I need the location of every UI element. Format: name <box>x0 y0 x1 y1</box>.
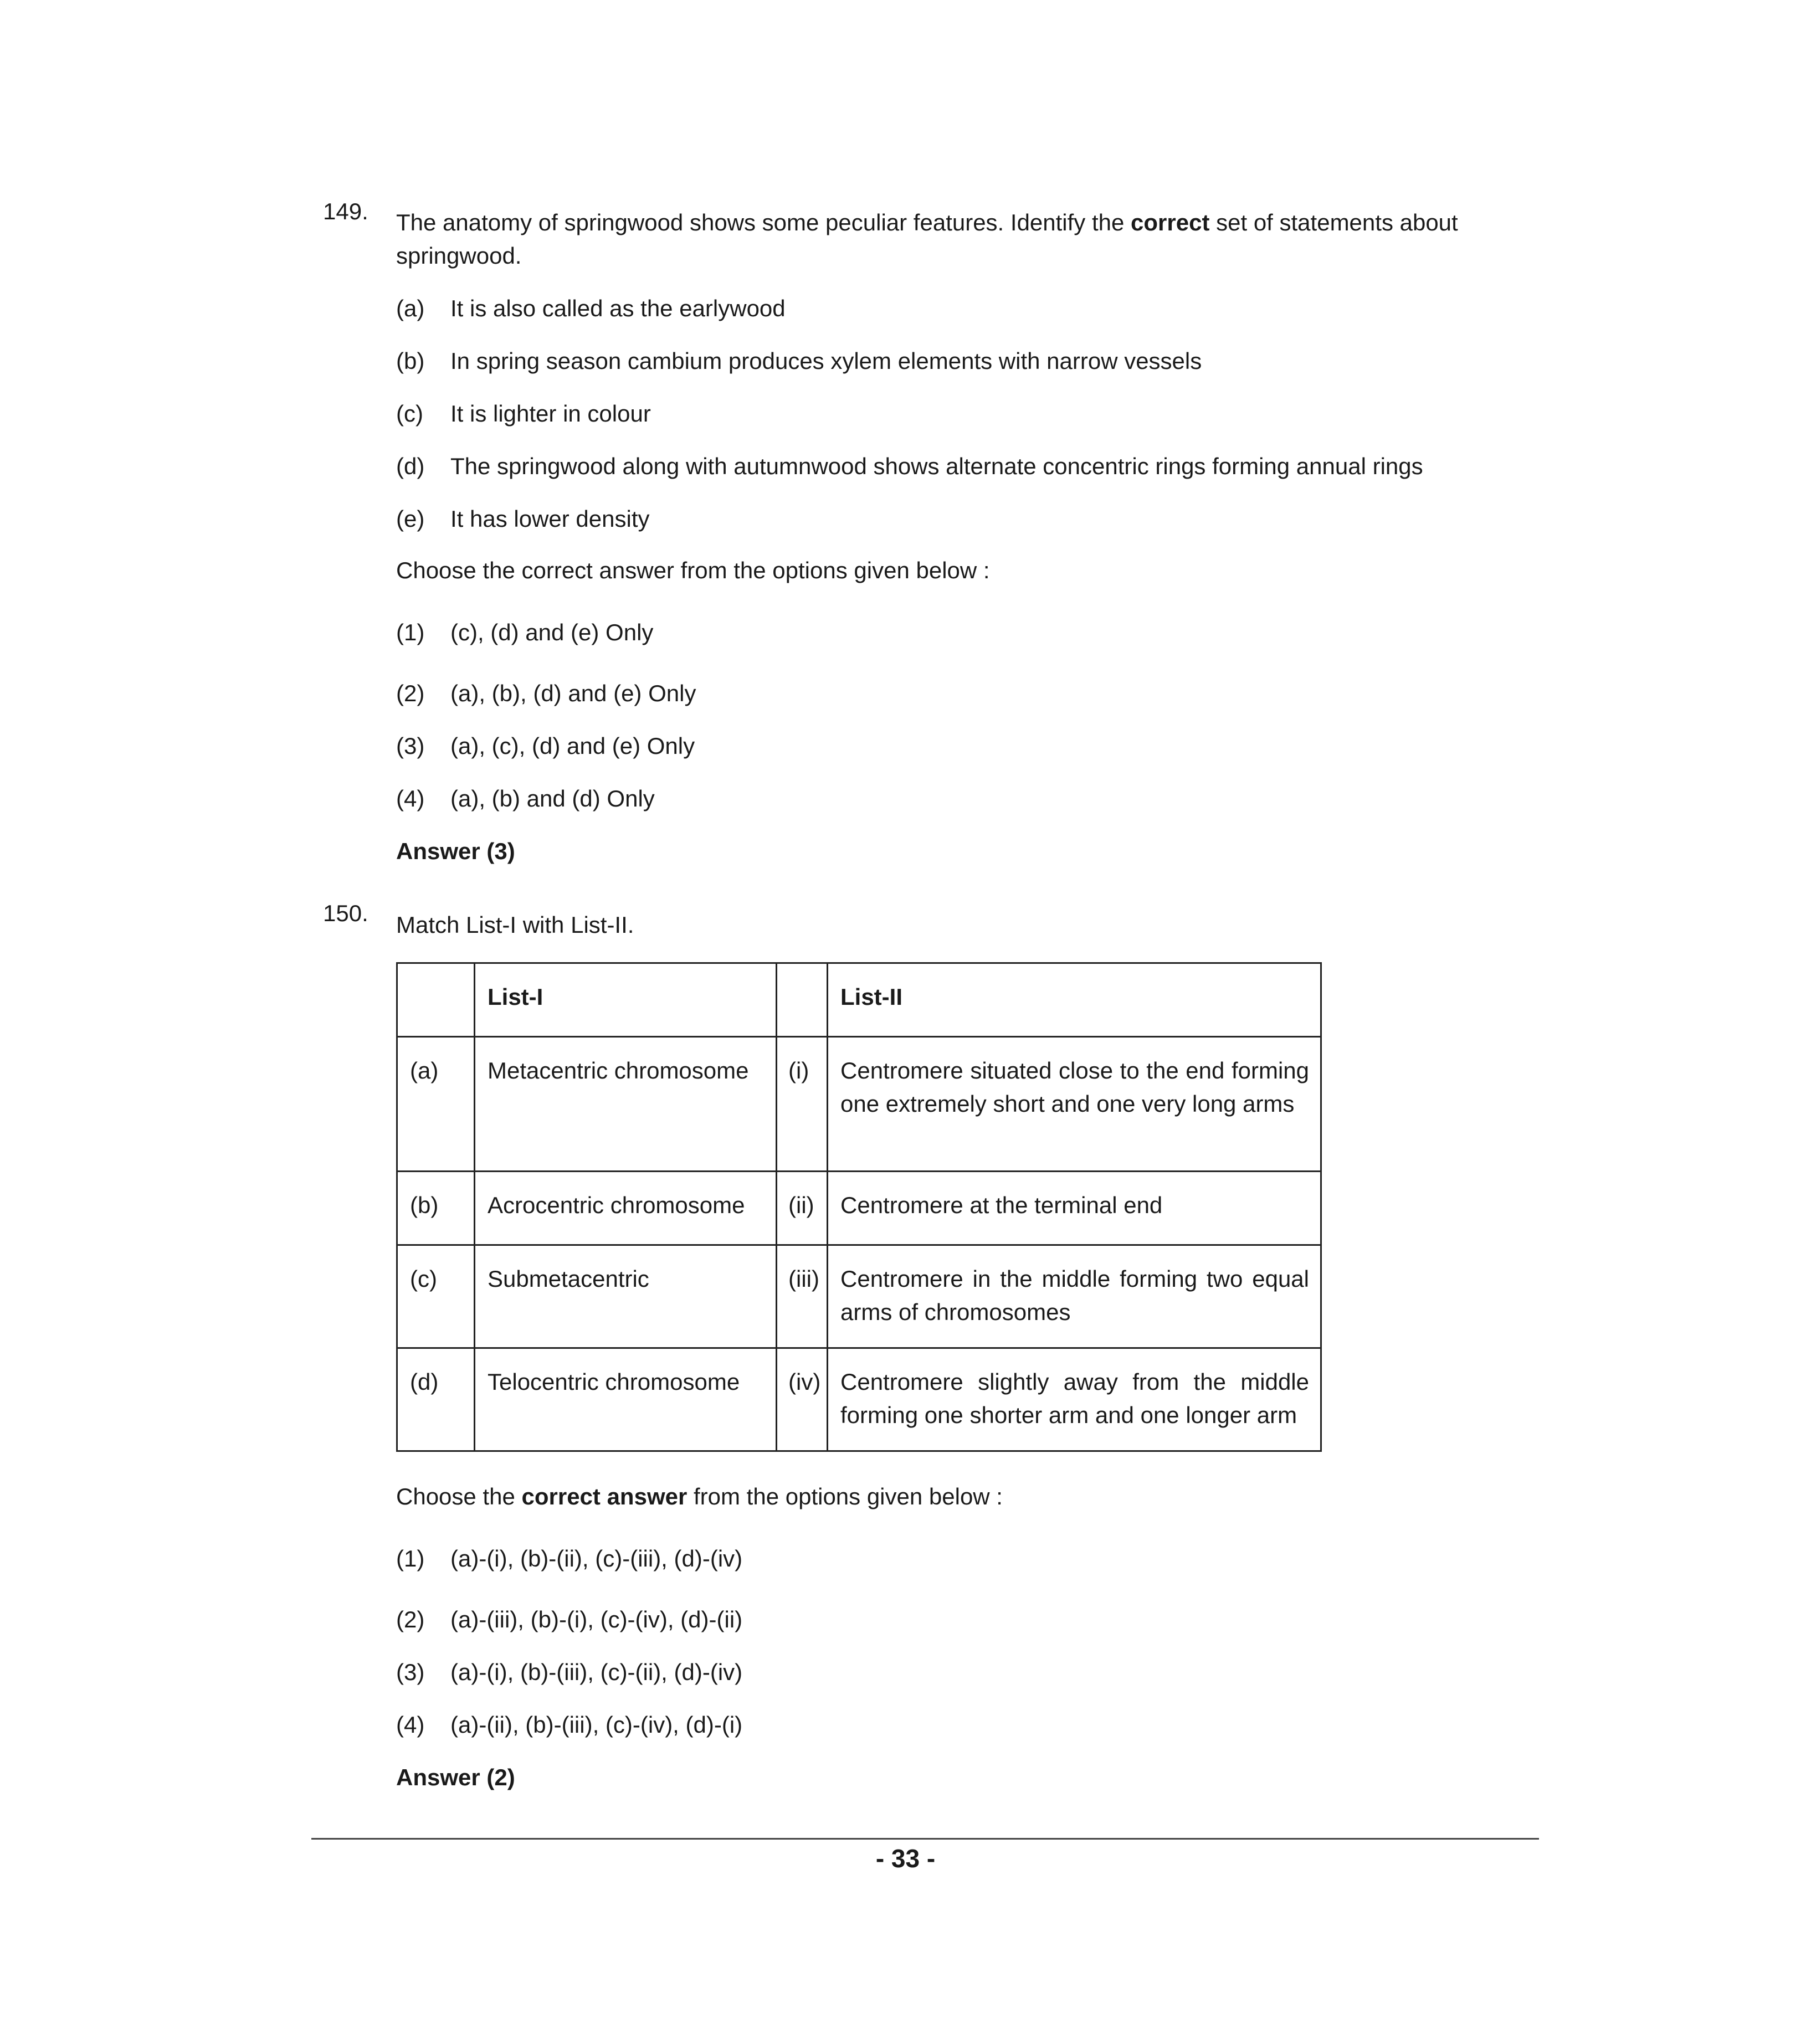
list1-header: List-I <box>475 963 777 1037</box>
option-label: (1) <box>396 1545 425 1571</box>
instruction-bold-text: correct answer <box>521 1483 688 1509</box>
list1-item: Metacentric chromosome <box>475 1037 777 1172</box>
table-row <box>397 1348 1321 1451</box>
stem-bold-text: correct <box>1131 209 1210 235</box>
table-row <box>397 1037 1321 1172</box>
match-table <box>396 962 1322 1452</box>
list2-label: (iii) <box>777 1245 828 1348</box>
option-text: (a)-(iii), (b)-(i), (c)-(iv), (d)-(ii) <box>450 1606 743 1632</box>
list1-label: (c) <box>397 1245 475 1348</box>
question-number: 149. <box>323 198 368 224</box>
list2-label: (i) <box>777 1037 828 1172</box>
option-label: (3) <box>396 1659 425 1685</box>
option-text: (a)-(i), (b)-(ii), (c)-(iii), (d)-(iv) <box>450 1545 743 1571</box>
option-label: (2) <box>396 1606 425 1632</box>
table-row <box>397 1172 1321 1245</box>
statement-text: The springwood along with autumnwood shows alternate concentric rings forming annual rings <box>450 453 1423 479</box>
list2-label: (iv) <box>777 1348 828 1451</box>
option-label: (3) <box>396 733 425 759</box>
stem-text: The anatomy of springwood shows some peculiar features. Identify the <box>396 209 1131 235</box>
list2-label: (ii) <box>777 1172 828 1245</box>
option-text: (a), (c), (d) and (e) Only <box>450 733 695 759</box>
option-text: (a), (b) and (d) Only <box>450 785 655 812</box>
list1-label: (a) <box>397 1037 475 1172</box>
statement-label: (b) <box>396 348 425 374</box>
table-cell <box>777 963 828 1037</box>
list2-header: List-II <box>828 963 1321 1037</box>
statement-text: In spring season cambium produces xylem elements with narrow vessels <box>450 348 1202 374</box>
option-label: (4) <box>396 1712 425 1738</box>
option-label: (4) <box>396 785 425 812</box>
answer-label: Answer (3) <box>396 838 515 864</box>
choose-instruction <box>396 1480 1003 1513</box>
statement-label: (a) <box>396 295 425 321</box>
statement-label: (d) <box>396 453 425 479</box>
list1-item: Acrocentric chromosome <box>475 1172 777 1245</box>
list2-item: Centromere slightly away from the middle forming one shorter arm and one longer arm <box>828 1348 1321 1451</box>
list1-item: Submetacentric <box>475 1245 777 1348</box>
option-label: (2) <box>396 680 425 706</box>
stem-text: set of statements about springwood. <box>396 209 1458 269</box>
statement-text: It is also called as the earlywood <box>450 295 786 321</box>
choose-instruction: Choose the correct answer from the options given below : <box>396 557 990 583</box>
list2-item: Centromere in the middle forming two equal arms of chromosomes <box>828 1245 1321 1348</box>
option-text: (c), (d) and (e) Only <box>450 619 654 645</box>
question-stem <box>396 206 1532 273</box>
statement-text: It has lower density <box>450 506 650 532</box>
option-text: (a)-(i), (b)-(iii), (c)-(ii), (d)-(iv) <box>450 1659 743 1685</box>
page-number: - 33 - <box>875 1844 936 1873</box>
option-text: (a)-(ii), (b)-(iii), (c)-(iv), (d)-(i) <box>450 1712 743 1738</box>
statement-label: (e) <box>396 506 425 532</box>
footer-divider <box>311 1838 1539 1840</box>
list2-item: Centromere situated close to the end forming one extremely short and one very long arms <box>828 1037 1321 1172</box>
list2-item: Centromere at the terminal end <box>828 1172 1321 1245</box>
option-label: (1) <box>396 619 425 645</box>
statement-label: (c) <box>396 400 423 427</box>
table-cell <box>397 963 475 1037</box>
table-header-row <box>397 963 1321 1037</box>
question-stem: Match List-I with List-II. <box>396 912 634 938</box>
answer-label: Answer (2) <box>396 1764 515 1790</box>
table-row <box>397 1245 1321 1348</box>
statement-text: It is lighter in colour <box>450 400 651 427</box>
instruction-text: Choose the <box>396 1483 522 1509</box>
question-number: 150. <box>323 900 368 926</box>
list1-item: Telocentric chromosome <box>475 1348 777 1451</box>
instruction-text: from the options given below : <box>687 1483 1003 1509</box>
list1-label: (d) <box>397 1348 475 1451</box>
option-text: (a), (b), (d) and (e) Only <box>450 680 696 706</box>
list1-label: (b) <box>397 1172 475 1245</box>
